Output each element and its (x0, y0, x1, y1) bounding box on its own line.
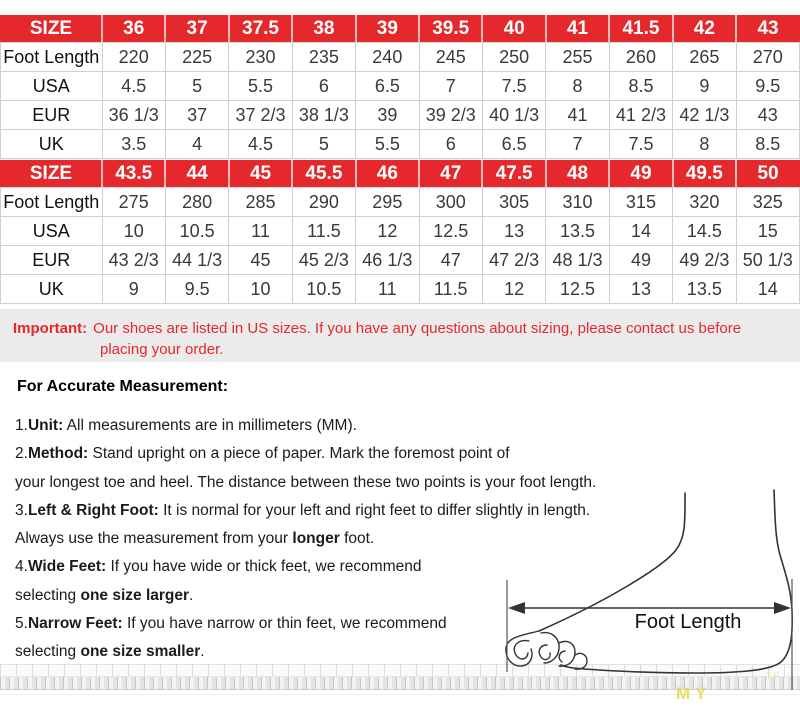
size-value-cell: 48 1/3 (546, 246, 609, 275)
size-header-cell: 38 (292, 16, 355, 43)
row-label: USA (1, 72, 103, 101)
size-value-cell: 12 (482, 275, 545, 304)
size-value-cell: 39 2/3 (419, 101, 482, 130)
size-row-uk (1, 275, 800, 304)
size-value-cell: 6 (292, 72, 355, 101)
size-table-upper (0, 15, 800, 159)
instruction-line: 4.Wide Feet: If you have wide or thick feet, we recommend (15, 558, 422, 576)
size-value-cell: 260 (609, 43, 672, 72)
foot-heel-sole-outline (561, 490, 792, 673)
size-value-cell: 275 (102, 188, 165, 217)
size-value-cell: 43 (736, 101, 799, 130)
size-value-cell: 12.5 (419, 217, 482, 246)
size-value-cell: 245 (419, 43, 482, 72)
instruction-line: your longest toe and heel. The distance between these two points is your foot length. (15, 473, 597, 491)
size-value-cell: 14 (736, 275, 799, 304)
size-header-cell: 48 (546, 161, 609, 188)
size-value-cell: 7.5 (482, 72, 545, 101)
size-value-cell: 9 (673, 72, 736, 101)
size-value-cell: 305 (482, 188, 545, 217)
size-row-uk (1, 130, 800, 159)
size-header-cell: 47 (419, 161, 482, 188)
size-header-cell: 47.5 (482, 161, 545, 188)
size-value-cell: 5 (292, 130, 355, 159)
size-value-cell: 7.5 (609, 130, 672, 159)
size-row-foot-length (1, 188, 800, 217)
size-header-cell: 44 (165, 161, 228, 188)
size-value-cell: 285 (229, 188, 292, 217)
size-value-cell: 41 (546, 101, 609, 130)
size-value-cell: 42 1/3 (673, 101, 736, 130)
size-value-cell: 37 (165, 101, 228, 130)
size-value-cell: 38 1/3 (292, 101, 355, 130)
size-row-usa (1, 72, 800, 101)
size-header-cell: 41 (546, 16, 609, 43)
size-value-cell: 14 (609, 217, 672, 246)
size-value-cell: 4 (165, 130, 228, 159)
size-value-cell: 13 (482, 217, 545, 246)
size-header-cell: 40 (482, 16, 545, 43)
instruction-line: 2.Method: Stand upright on a piece of paper. Mark the foremost point of (15, 445, 510, 463)
size-value-cell: 11.5 (419, 275, 482, 304)
size-value-cell: 300 (419, 188, 482, 217)
size-value-cell: 37 2/3 (229, 101, 292, 130)
instruction-line: selecting one size smaller. (15, 643, 205, 661)
size-value-cell: 220 (102, 43, 165, 72)
watermark-small-text: TF (766, 671, 781, 681)
arrowhead-left-icon (508, 602, 525, 614)
row-label: EUR (1, 246, 103, 275)
size-header-label: SIZE (1, 16, 103, 43)
size-value-cell: 8.5 (609, 72, 672, 101)
size-header-cell: 36 (102, 16, 165, 43)
size-row-eur (1, 101, 800, 130)
important-notice-line2: placing your order. (100, 341, 224, 358)
foot-diagram (495, 485, 800, 695)
row-label: Foot Length (1, 188, 103, 217)
size-value-cell: 6.5 (482, 130, 545, 159)
size-value-cell: 49 2/3 (673, 246, 736, 275)
size-value-cell: 5.5 (229, 72, 292, 101)
size-value-cell: 280 (165, 188, 228, 217)
size-value-cell: 12 (356, 217, 419, 246)
important-notice-line1 (0, 309, 800, 339)
size-header-cell: 37.5 (229, 16, 292, 43)
size-table-lower (0, 160, 800, 304)
size-value-cell: 9.5 (736, 72, 799, 101)
size-value-cell: 270 (736, 43, 799, 72)
size-value-cell: 45 2/3 (292, 246, 355, 275)
measurement-heading: For Accurate Measurement: (17, 378, 229, 395)
size-value-cell: 11.5 (292, 217, 355, 246)
arrowhead-right-icon (774, 602, 791, 614)
instruction-line: 3.Left & Right Foot: It is normal for your left and right feet to differ slightly in length. (15, 501, 591, 519)
size-value-cell: 15 (736, 217, 799, 246)
size-header-cell: 39.5 (419, 16, 482, 43)
size-value-cell: 47 2/3 (482, 246, 545, 275)
size-value-cell: 10 (229, 275, 292, 304)
size-value-cell: 10.5 (165, 217, 228, 246)
size-header-row (1, 16, 800, 43)
size-value-cell: 11 (229, 217, 292, 246)
size-value-cell: 8 (546, 72, 609, 101)
size-value-cell: 11 (356, 275, 419, 304)
size-header-cell: 45.5 (292, 161, 355, 188)
size-header-row (1, 161, 800, 188)
size-value-cell: 290 (292, 188, 355, 217)
instruction-line: 1.Unit: All measurements are in millimeters (MM). (15, 417, 357, 434)
size-value-cell: 250 (482, 43, 545, 72)
size-value-cell: 5 (165, 72, 228, 101)
size-value-cell: 6.5 (356, 72, 419, 101)
size-header-cell: 50 (736, 161, 799, 188)
size-header-label: SIZE (1, 161, 103, 188)
row-label: Foot Length (1, 43, 103, 72)
size-value-cell: 13.5 (546, 217, 609, 246)
size-value-cell: 12.5 (546, 275, 609, 304)
row-label: UK (1, 275, 103, 304)
size-header-cell: 41.5 (609, 16, 672, 43)
size-value-cell: 13 (609, 275, 672, 304)
size-header-cell: 49.5 (673, 161, 736, 188)
size-value-cell: 7 (419, 72, 482, 101)
size-value-cell: 46 1/3 (356, 246, 419, 275)
size-value-cell: 9 (102, 275, 165, 304)
size-value-cell: 41 2/3 (609, 101, 672, 130)
instruction-line: Always use the measurement from your longer foot. (15, 530, 375, 548)
size-value-cell: 265 (673, 43, 736, 72)
size-value-cell: 43 2/3 (102, 246, 165, 275)
row-label: EUR (1, 101, 103, 130)
size-value-cell: 255 (546, 43, 609, 72)
size-value-cell: 8.5 (736, 130, 799, 159)
size-value-cell: 44 1/3 (165, 246, 228, 275)
size-value-cell: 6 (419, 130, 482, 159)
size-value-cell: 240 (356, 43, 419, 72)
important-text: Our shoes are listed in US sizes. If you have any questions about sizing, please contact us before (93, 320, 742, 337)
size-value-cell: 10 (102, 217, 165, 246)
size-value-cell: 14.5 (673, 217, 736, 246)
size-header-cell: 42 (673, 16, 736, 43)
foot-length-label: Foot Length (634, 611, 742, 633)
size-value-cell: 310 (546, 188, 609, 217)
size-value-cell: 315 (609, 188, 672, 217)
size-value-cell: 13.5 (673, 275, 736, 304)
size-value-cell: 235 (292, 43, 355, 72)
size-value-cell: 295 (356, 188, 419, 217)
important-notice (0, 309, 800, 362)
size-value-cell: 40 1/3 (482, 101, 545, 130)
size-value-cell: 3.5 (102, 130, 165, 159)
size-value-cell: 325 (736, 188, 799, 217)
size-row-usa (1, 217, 800, 246)
instruction-line: 5.Narrow Feet: If you have narrow or thin feet, we recommend (15, 615, 447, 633)
size-header-cell: 37 (165, 16, 228, 43)
size-value-cell: 9.5 (165, 275, 228, 304)
size-value-cell: 320 (673, 188, 736, 217)
size-row-foot-length (1, 43, 800, 72)
size-value-cell: 225 (165, 43, 228, 72)
row-label: USA (1, 217, 103, 246)
size-value-cell: 45 (229, 246, 292, 275)
row-label: UK (1, 130, 103, 159)
important-label: Important: (13, 320, 88, 337)
size-row-eur (1, 246, 800, 275)
size-value-cell: 36 1/3 (102, 101, 165, 130)
size-header-cell: 43 (736, 16, 799, 43)
watermark-text: MY (676, 684, 712, 703)
size-header-cell: 45 (229, 161, 292, 188)
size-value-cell: 10.5 (292, 275, 355, 304)
size-value-cell: 230 (229, 43, 292, 72)
toe-sketch (506, 631, 587, 669)
size-header-cell: 49 (609, 161, 672, 188)
size-value-cell: 4.5 (102, 72, 165, 101)
size-value-cell: 8 (673, 130, 736, 159)
size-value-cell: 7 (546, 130, 609, 159)
size-header-cell: 46 (356, 161, 419, 188)
instruction-line: selecting one size larger. (15, 586, 194, 604)
size-header-cell: 39 (356, 16, 419, 43)
size-value-cell: 39 (356, 101, 419, 130)
size-header-cell: 43.5 (102, 161, 165, 188)
size-value-cell: 50 1/3 (736, 246, 799, 275)
size-value-cell: 49 (609, 246, 672, 275)
size-value-cell: 47 (419, 246, 482, 275)
size-value-cell: 5.5 (356, 130, 419, 159)
size-value-cell: 4.5 (229, 130, 292, 159)
